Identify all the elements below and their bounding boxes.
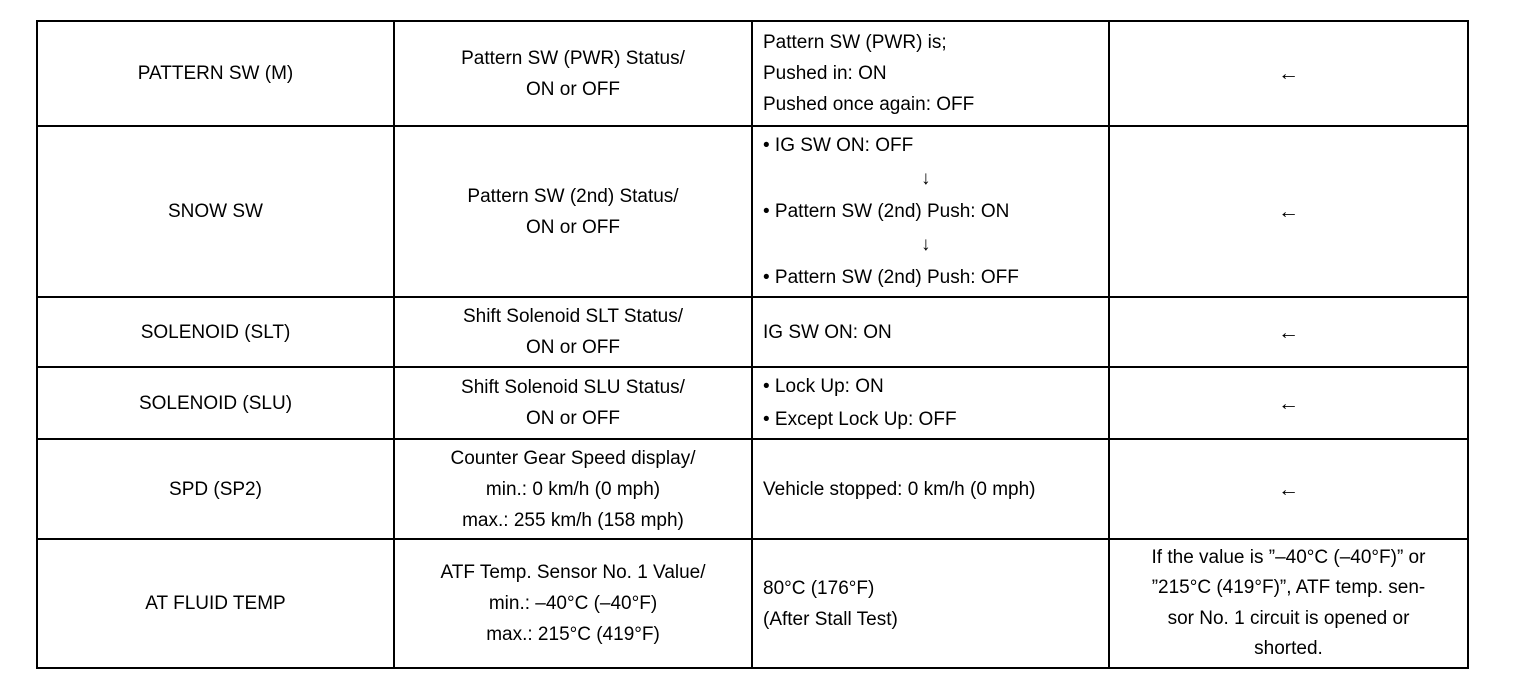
item-label: SOLENOID (SLT) <box>140 321 291 343</box>
measurement-line: Shift Solenoid SLU Status/ <box>461 377 685 398</box>
measurement-cell <box>394 439 752 539</box>
measurement-line: min.: 0 km/h (0 mph) <box>485 478 661 500</box>
normal-line: • Pattern SW (2nd) Push: ON <box>763 201 1010 222</box>
same-as-left-arrow-icon: ← <box>1278 477 1299 501</box>
diagnostic-note-cell <box>1109 439 1468 539</box>
normal-condition-cell <box>752 126 1109 297</box>
item-label: SPD (SP2) <box>169 478 262 500</box>
normal-line: IG SW ON: ON <box>763 321 892 343</box>
measurement-line: Pattern SW (2nd) Status/ <box>467 185 679 207</box>
table-row <box>37 367 1468 439</box>
note-line: sor No. 1 circuit is opened or <box>1167 607 1410 629</box>
measurement-line: ON or OFF <box>526 408 620 429</box>
item-cell <box>37 21 394 126</box>
diagnostic-note-cell <box>1109 297 1468 367</box>
table-row <box>37 21 1468 126</box>
normal-condition-cell <box>752 539 1109 668</box>
measurement-line: Counter Gear Speed display/ <box>450 447 696 469</box>
measurement-line: ON or OFF <box>526 337 620 358</box>
item-label: SOLENOID (SLU) <box>138 392 293 414</box>
measurement-line: ATF Temp. Sensor No. 1 Value/ <box>440 562 706 583</box>
measurement-cell <box>394 539 752 668</box>
item-cell <box>37 126 394 297</box>
same-as-left-arrow-icon: ← <box>1278 62 1299 85</box>
item-cell <box>37 367 394 439</box>
note-line: ”215°C (419°F)”, ATF temp. sen- <box>1151 577 1426 598</box>
normal-condition-cell <box>752 297 1109 367</box>
measurement-cell <box>394 297 752 367</box>
measurement-line: max.: 255 km/h (158 mph) <box>462 509 684 531</box>
normal-condition-cell <box>752 367 1109 439</box>
normal-line: • IG SW ON: OFF <box>763 135 914 156</box>
normal-line: Pattern SW (PWR) is; <box>763 32 947 53</box>
normal-line: Pushed in: ON <box>763 63 887 84</box>
normal-line: 80°C (176°F) <box>763 577 875 599</box>
item-cell <box>37 297 394 367</box>
note-line: shorted. <box>1254 638 1323 659</box>
table-row <box>37 539 1468 668</box>
normal-line: Vehicle stopped: 0 km/h (0 mph) <box>763 478 1036 500</box>
table-row <box>37 297 1468 367</box>
diagnostic-note-cell <box>1109 126 1468 297</box>
measurement-line: min.: –40°C (–40°F) <box>488 593 658 614</box>
item-cell <box>37 439 394 539</box>
measurement-line: ON or OFF <box>526 216 620 238</box>
item-label: AT FLUID TEMP <box>145 593 286 614</box>
note-line: If the value is ”–40°C (–40°F)” or <box>1151 546 1426 568</box>
normal-condition-cell <box>752 439 1109 539</box>
measurement-cell <box>394 367 752 439</box>
table-row <box>37 126 1468 297</box>
measurement-cell <box>394 126 752 297</box>
item-label: PATTERN SW (M) <box>137 63 294 84</box>
diagnostic-note-cell <box>1109 539 1468 668</box>
measurement-line: max.: 215°C (419°F) <box>486 624 660 645</box>
arrow-down-icon: ↓ <box>921 234 931 255</box>
measurement-line: ON or OFF <box>526 78 620 100</box>
same-as-left-arrow-icon: ← <box>1278 320 1299 344</box>
diagnostic-note-cell <box>1109 21 1468 126</box>
item-label: SNOW SW <box>168 201 263 222</box>
same-as-left-arrow-icon: ← <box>1278 391 1299 415</box>
measurement-line: Pattern SW (PWR) Status/ <box>461 47 685 69</box>
data-list-table <box>36 20 1469 669</box>
diagnostic-note-cell <box>1109 367 1468 439</box>
normal-line: • Pattern SW (2nd) Push: OFF <box>763 267 1019 288</box>
same-as-left-arrow-icon: ← <box>1278 200 1299 223</box>
normal-condition-cell <box>752 21 1109 126</box>
normal-line: • Lock Up: ON <box>763 376 884 397</box>
item-cell <box>37 539 394 668</box>
table-row <box>37 439 1468 539</box>
measurement-cell <box>394 21 752 126</box>
normal-line: (After Stall Test) <box>763 608 898 630</box>
normal-line: Pushed once again: OFF <box>763 94 975 115</box>
arrow-down-icon: ↓ <box>921 168 931 189</box>
normal-line: • Except Lock Up: OFF <box>763 409 957 430</box>
measurement-line: Shift Solenoid SLT Status/ <box>462 306 684 327</box>
